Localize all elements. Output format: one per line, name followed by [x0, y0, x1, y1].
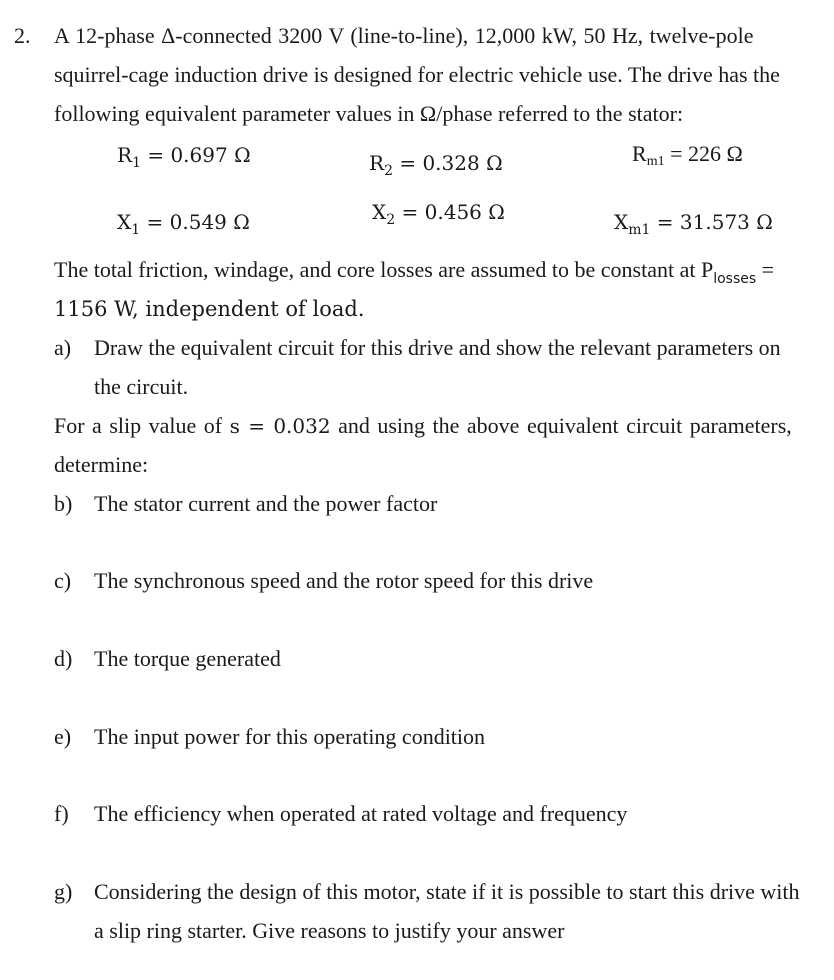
param-r1-subscript: 1 — [132, 155, 141, 171]
param-rm1-value: = 226 Ω — [664, 141, 743, 166]
param-rm1-subscript: m1 — [646, 154, 665, 169]
question-number: 2. — [14, 23, 31, 48]
part-g-letter: g) — [54, 879, 73, 904]
param-xm1 — [614, 209, 773, 243]
question-intro-line-3: following equivalent parameter values in Ω/phase referred to the stator: — [54, 101, 684, 126]
param-rm1-symbol: R — [632, 141, 647, 166]
param-x1 — [117, 209, 250, 243]
part-f-letter: f) — [54, 801, 69, 826]
losses-equals: = — [756, 257, 775, 282]
part-g-line-2: a slip ring starter. Give reasons to justify your answer — [94, 918, 565, 943]
part-e-text: The input power for this operating condition — [94, 724, 486, 749]
param-r1-symbol: R — [117, 143, 133, 167]
part-b-letter: b) — [54, 491, 73, 516]
param-r2 — [369, 150, 503, 184]
part-a-line-2: the circuit. — [94, 374, 189, 399]
part-d-letter: d) — [54, 646, 73, 671]
param-r1-value: = 0.697 Ω — [140, 143, 251, 167]
param-xm1-subscript: m1 — [628, 222, 651, 238]
param-rm1 — [632, 141, 743, 175]
part-c-text: The synchronous speed and the rotor speed for this drive — [94, 568, 594, 593]
param-x1-subscript: 1 — [131, 222, 141, 238]
slip-line-1 — [54, 413, 792, 439]
losses-subscript: losses — [713, 271, 757, 287]
question-intro-line-1: A 12-phase Δ-connected 3200 V (line-to-line), 12,000 kW, 50 Hz, twelve-pole — [54, 23, 754, 48]
part-b-text: The stator current and the power factor — [94, 491, 438, 516]
part-c-letter: c) — [54, 568, 72, 593]
losses-symbol: P — [700, 257, 714, 282]
question-intro-line-2: squirrel-cage induction drive is designed for electric vehicle use. The drive has the — [54, 62, 780, 87]
param-r1 — [117, 142, 251, 176]
param-x1-value: = 0.549 Ω — [140, 210, 250, 234]
param-x2 — [372, 199, 505, 233]
param-r2-value: = 0.328 Ω — [392, 151, 503, 175]
part-e-letter: e) — [54, 724, 72, 749]
slip-value: s = 0.032 — [229, 414, 331, 438]
part-a-letter: a) — [54, 335, 72, 360]
part-a-line-1: Draw the equivalent circuit for this drive and show the relevant parameters on — [94, 335, 781, 360]
slip-pre: For a slip value of — [54, 413, 230, 438]
param-x2-subscript: 2 — [386, 212, 396, 228]
slip-post: and using the above equivalent circuit parameters, — [330, 413, 792, 438]
losses-text: The total friction, windage, and core losses are assumed to be constant at — [54, 257, 701, 282]
part-g-line-1: Considering the design of this motor, state if it is possible to start this drive with — [94, 879, 800, 904]
param-x1-symbol: X — [117, 210, 132, 234]
losses-line-1 — [54, 257, 774, 292]
slip-line-2: determine: — [54, 452, 149, 477]
param-r2-subscript: 2 — [384, 163, 393, 179]
param-xm1-value: = 31.573 Ω — [650, 210, 773, 234]
part-f-text: The efficiency when operated at rated voltage and frequency — [94, 801, 628, 826]
part-d-text: The torque generated — [94, 646, 281, 671]
losses-line-2: 1156 W, independent of load. — [54, 297, 365, 321]
param-r2-symbol: R — [369, 151, 385, 175]
param-x2-value: = 0.456 Ω — [395, 200, 505, 224]
param-x2-symbol: X — [372, 200, 387, 224]
param-xm1-symbol: X — [614, 210, 629, 234]
